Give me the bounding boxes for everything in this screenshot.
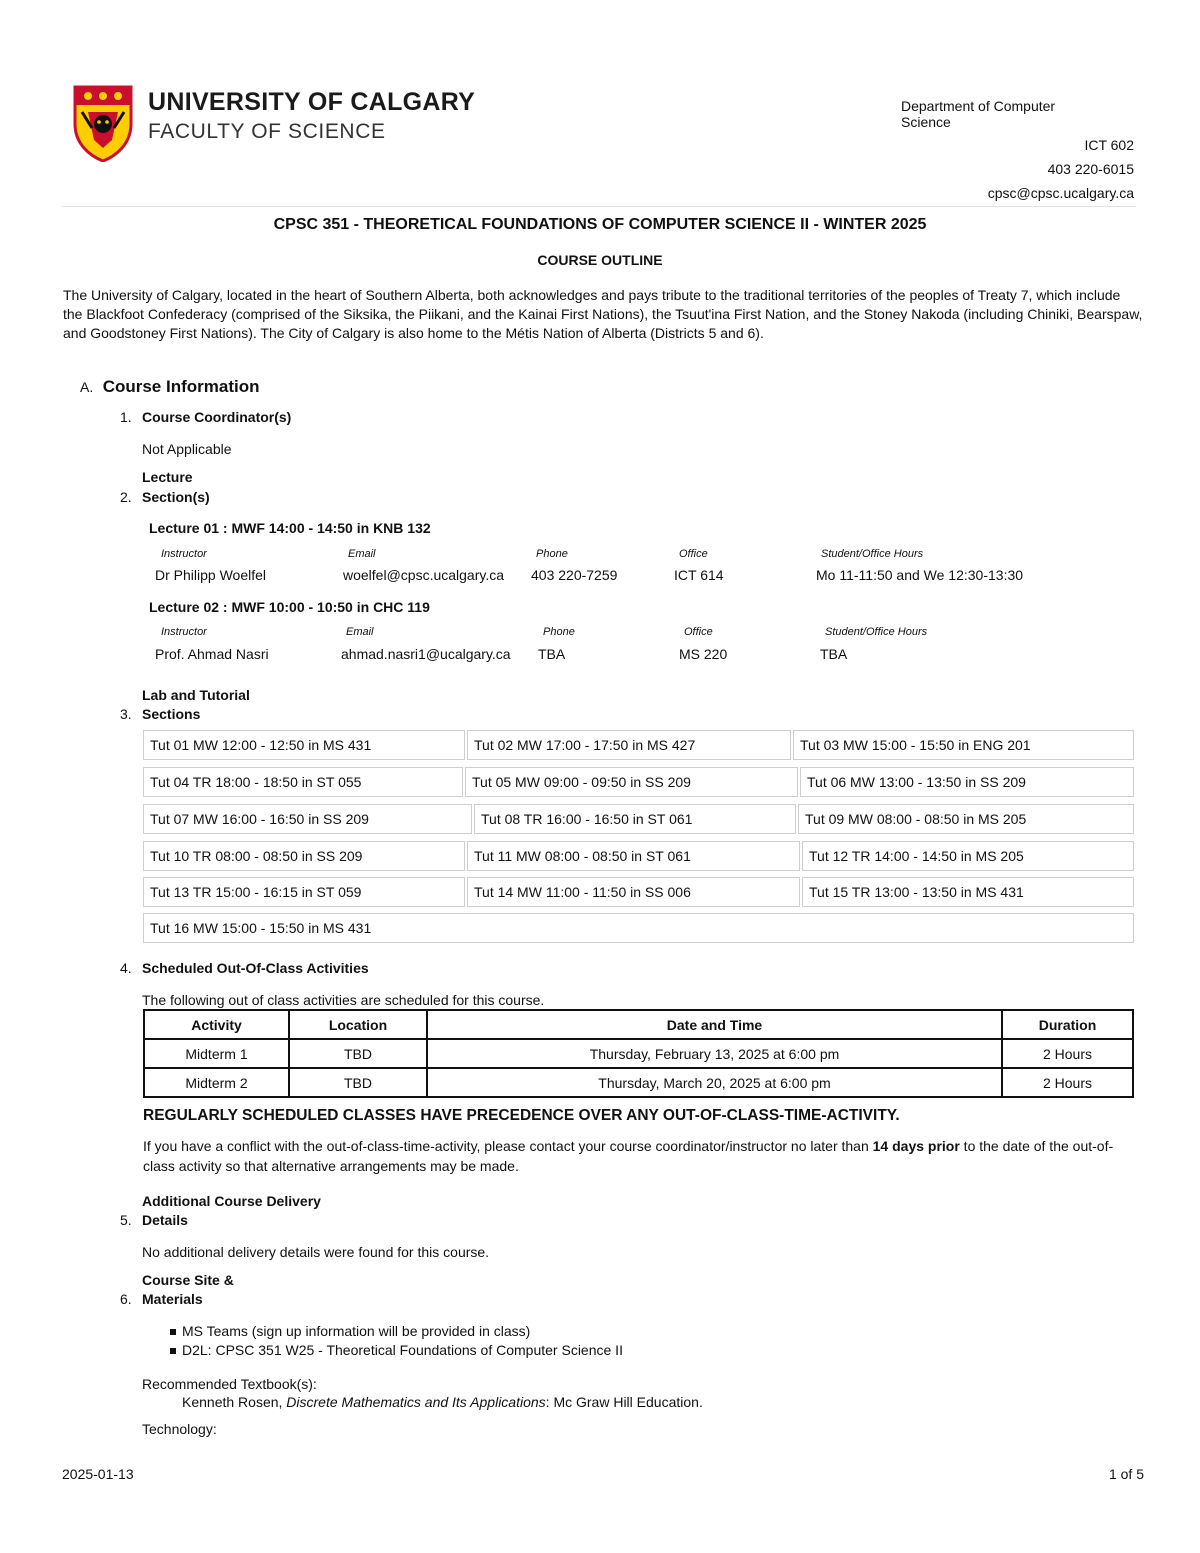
conflict-note-deadline: 14 days prior <box>872 1138 960 1154</box>
faculty-name: FACULTY OF SCIENCE <box>148 120 386 143</box>
item5-title-line1: Additional Course Delivery <box>142 1193 321 1209</box>
tutorial-cell: Tut 06 MW 13:00 - 13:50 in SS 209 <box>800 767 1134 797</box>
tutorial-cell: Tut 15 TR 13:00 - 13:50 in MS 431 <box>802 877 1134 907</box>
lecture-01-email[interactable]: woelfel@cpsc.ucalgary.ca <box>343 567 505 583</box>
cell-activity: Midterm 1 <box>144 1039 289 1068</box>
footer-date: 2025-01-13 <box>62 1466 134 1482</box>
lecture-02-col-hours: Student/Office Hours <box>825 626 928 638</box>
footer-page-number: 1 of 5 <box>1108 1466 1144 1482</box>
textbook-publisher: : Mc Graw Hill Education. <box>545 1394 703 1410</box>
item3-title-line1: Lab and Tutorial <box>142 687 250 703</box>
lecture-02-col-instructor: Instructor <box>161 626 207 638</box>
cell-duration: 2 Hours <box>1002 1039 1133 1068</box>
cell-date-time: Thursday, March 20, 2025 at 6:00 pm <box>427 1068 1002 1097</box>
lecture-01-hours: Mo 11-11:50 and We 12:30-13:30 <box>816 567 1024 583</box>
item3-title-line2: Sections <box>142 706 201 722</box>
table-row <box>144 1068 1133 1097</box>
tutorial-cell: Tut 04 TR 18:00 - 18:50 in ST 055 <box>143 767 463 797</box>
col-duration: Duration <box>1002 1010 1133 1039</box>
item4-title: Scheduled Out-Of-Class Activities <box>142 960 369 976</box>
tutorial-cell: Tut 14 MW 11:00 - 11:50 in SS 006 <box>467 877 800 907</box>
col-activity: Activity <box>144 1010 289 1039</box>
cell-location: TBD <box>289 1068 427 1097</box>
item5-title-line2: Details <box>142 1212 188 1228</box>
tutorial-cell: Tut 16 MW 15:00 - 15:50 in MS 431 <box>143 913 1134 943</box>
table-header-row <box>144 1010 1133 1039</box>
tutorial-cell: Tut 03 MW 15:00 - 15:50 in ENG 201 <box>793 730 1134 760</box>
lecture-02-col-email: Email <box>346 626 374 638</box>
lecture-01-phone: 403 220-7259 <box>531 567 618 583</box>
cell-location: TBD <box>289 1039 427 1068</box>
lecture-01-col-hours: Student/Office Hours <box>821 548 924 560</box>
department-name: Department of Computer Science <box>901 98 1056 130</box>
section-a-heading <box>80 377 259 397</box>
department-office: ICT 602 <box>1084 137 1134 153</box>
item6-title-line2: Materials <box>142 1291 203 1307</box>
item6-title-line1: Course Site & <box>142 1272 234 1288</box>
lecture-02-hours: TBA <box>820 646 848 662</box>
course-site-list <box>160 1322 623 1360</box>
crest-icon <box>72 84 134 162</box>
textbook-title: Discrete Mathematics and Its Applications <box>286 1394 546 1410</box>
land-acknowledgement: The University of Calgary, located in the heart of Southern Alberta, both acknowledges and pays tribute to the traditional territories of the peoples of Treaty 7, which include the Blackfoot Confederacy (comprised of the Siksika, the Piikani, and the Kainai First Nations), the Tsuut'ina First Nation, and the Stoney Nakoda (including Chiniki, Bearspaw, and Goodstoney First Nations). The City of Calgary is also home to the Métis Nation of Alberta (Districts 5 and 6). <box>63 287 1143 341</box>
cell-activity: Midterm 2 <box>144 1068 289 1097</box>
lecture-02-email[interactable]: ahmad.nasri1@ucalgary.ca <box>341 646 511 662</box>
university-logo <box>72 84 512 164</box>
item1-title: Course Coordinator(s) <box>142 409 292 425</box>
cell-duration: 2 Hours <box>1002 1068 1133 1097</box>
tutorial-cell: Tut 12 TR 14:00 - 14:50 in MS 205 <box>802 841 1134 871</box>
item6-number: 6. <box>120 1291 132 1307</box>
lecture-02-heading: Lecture 02 : MWF 10:00 - 10:50 in CHC 119 <box>149 599 430 615</box>
lecture-01-instructor: Dr Philipp Woelfel <box>155 567 267 583</box>
tutorial-cell: Tut 09 MW 08:00 - 08:50 in MS 205 <box>798 804 1134 834</box>
item5-number: 5. <box>120 1212 132 1228</box>
conflict-note <box>143 1136 1133 1176</box>
item3-number: 3. <box>120 706 132 722</box>
activities-table <box>143 1009 1134 1098</box>
tutorial-cell: Tut 11 MW 08:00 - 08:50 in ST 061 <box>467 841 800 871</box>
tutorial-cell: Tut 08 TR 16:00 - 16:50 in ST 061 <box>474 804 796 834</box>
page-title: CPSC 351 - THEORETICAL FOUNDATIONS OF COMPUTER SCIENCE II - WINTER 2025 <box>273 216 927 233</box>
lecture-02-instructor: Prof. Ahmad Nasri <box>155 646 269 662</box>
lecture-01-office: ICT 614 <box>674 567 724 583</box>
technology-label: Technology: <box>142 1421 217 1437</box>
lecture-01-col-instructor: Instructor <box>161 548 207 560</box>
item2-number: 2. <box>120 489 132 505</box>
list-item: MS Teams (sign up information will be provided in class) <box>160 1322 623 1341</box>
cell-date-time: Thursday, February 13, 2025 at 6:00 pm <box>427 1039 1002 1068</box>
page-subtitle: COURSE OUTLINE <box>537 252 663 268</box>
lecture-01-col-phone: Phone <box>536 548 568 560</box>
col-location: Location <box>289 1010 427 1039</box>
table-row <box>144 1039 1133 1068</box>
item4-intro: The following out of class activities are scheduled for this course. <box>142 992 545 1008</box>
lecture-02-phone: TBA <box>538 646 566 662</box>
tutorial-cell: Tut 01 MW 12:00 - 12:50 in MS 431 <box>143 730 465 760</box>
lecture-01-col-office: Office <box>679 548 708 560</box>
section-a-letter: A. <box>80 379 94 395</box>
item1-number: 1. <box>120 409 132 425</box>
textbook-author: Kenneth Rosen, <box>182 1394 287 1410</box>
tutorial-cell: Tut 07 MW 16:00 - 16:50 in SS 209 <box>143 804 472 834</box>
lecture-01-col-email: Email <box>348 548 376 560</box>
tutorial-cell: Tut 13 TR 15:00 - 16:15 in ST 059 <box>143 877 465 907</box>
lecture-02-office: MS 220 <box>679 646 728 662</box>
conflict-note-end: to the date of the out-of-class activity so that alternative arrangements may be made. <box>143 1138 1114 1174</box>
lecture-01-heading: Lecture 01 : MWF 14:00 - 14:50 in KNB 132 <box>149 520 431 536</box>
section-a-title: Course Information <box>102 377 260 396</box>
tutorial-cell: Tut 10 TR 08:00 - 08:50 in SS 209 <box>143 841 465 871</box>
item1-text: Not Applicable <box>142 441 232 457</box>
textbook-entry <box>182 1394 703 1410</box>
conflict-note-start: If you have a conflict with the out-of-class-time-activity, please contact your course coordinator/instructor no later than <box>143 1138 873 1154</box>
item2-title-line1: Lecture <box>142 469 193 485</box>
department-email[interactable]: cpsc@cpsc.ucalgary.ca <box>987 185 1134 201</box>
department-phone: 403 220-6015 <box>1047 161 1134 177</box>
tutorial-cell: Tut 05 MW 09:00 - 09:50 in SS 209 <box>465 767 798 797</box>
list-item: D2L: CPSC 351 W25 - Theoretical Foundations of Computer Science II <box>160 1341 623 1360</box>
header-divider <box>62 206 1136 207</box>
item4-number: 4. <box>120 960 132 976</box>
col-date-time: Date and Time <box>427 1010 1002 1039</box>
textbook-label: Recommended Textbook(s): <box>142 1376 317 1392</box>
lecture-02-col-office: Office <box>684 626 713 638</box>
tutorial-cell: Tut 02 MW 17:00 - 17:50 in MS 427 <box>467 730 791 760</box>
lecture-02-col-phone: Phone <box>543 626 575 638</box>
item2-title-line2: Section(s) <box>142 489 210 505</box>
item5-text: No additional delivery details were found for this course. <box>142 1244 490 1260</box>
university-name: UNIVERSITY OF CALGARY <box>148 88 476 116</box>
precedence-warning: REGULARLY SCHEDULED CLASSES HAVE PRECEDENCE OVER ANY OUT-OF-CLASS-TIME-ACTIVITY. <box>143 1107 900 1124</box>
